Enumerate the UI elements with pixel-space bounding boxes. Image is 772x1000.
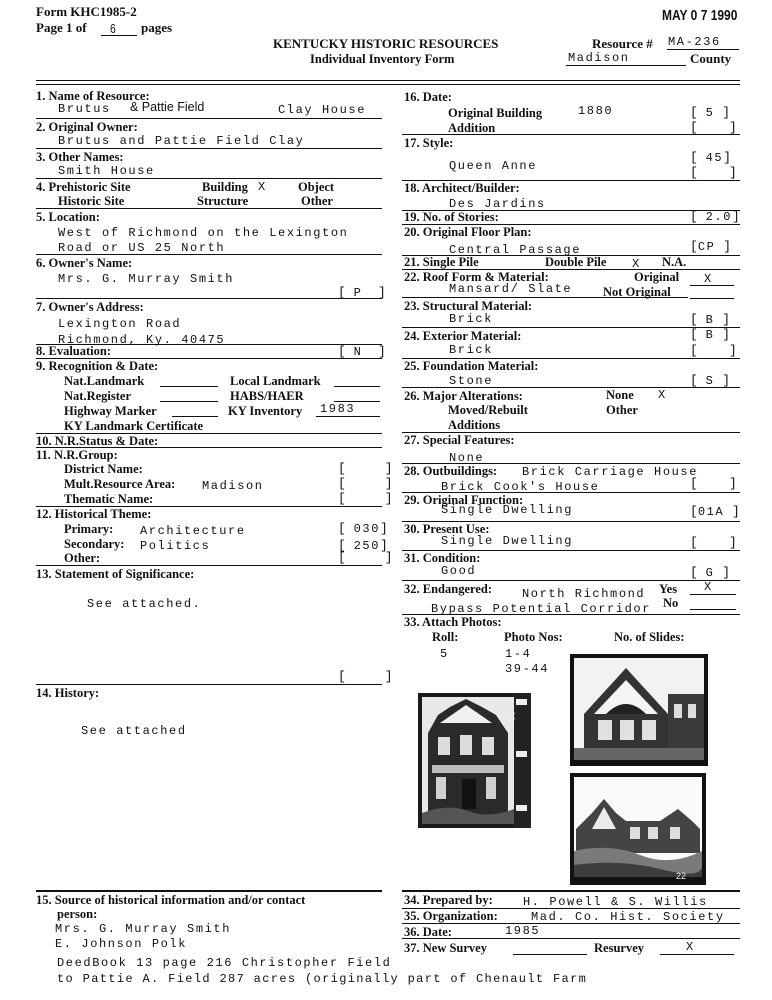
field-12-other: Other: (64, 551, 101, 565)
field-24-code: B (705, 328, 715, 342)
field-12-other-box: [ ] (338, 550, 393, 565)
field-16-addition-box: [ ] (690, 120, 737, 135)
form-subtitle: Individual Inventory Form (310, 52, 455, 66)
field-1-label: 1. Name of Resource: (36, 89, 150, 103)
field-6-label: 6. Owner's Name: (36, 256, 133, 270)
field-2-label: 2. Original Owner: (36, 120, 138, 134)
field-17-code: 45 (705, 151, 724, 165)
field-35-value: Mad. Co. Hist. Society (531, 910, 725, 924)
field-4-building-mark: X (258, 180, 267, 194)
field-21-mark: X (632, 257, 641, 271)
field-9-local-landmark: Local Landmark (230, 374, 321, 388)
field-8-code-box: [ N ] (338, 344, 386, 359)
field-12-primary-box: [ 030] (338, 521, 388, 536)
page-total: 6 (110, 21, 116, 36)
field-28-box: [ ] (690, 476, 737, 491)
field-32-value-2: Bypass Potential Corridor (431, 602, 652, 616)
field-36-label: 36. Date: (404, 925, 452, 939)
field-24-box-2: [ ] (690, 343, 737, 358)
received-stamp: MAY 0 7 1990 (662, 7, 738, 24)
field-26-moved: Moved/Rebuilt (448, 403, 528, 417)
field-17-box: [ 45] (690, 150, 732, 165)
field-21-double: Double Pile (545, 255, 607, 269)
field-33-photos-1: 1-4 (505, 647, 532, 661)
field-27-label: 27. Special Features: (404, 433, 515, 447)
field-11-district: District Name: (64, 462, 143, 476)
field-25-box: [ S ] (690, 373, 731, 388)
field-31-value: Good (441, 564, 477, 578)
field-4-prehistoric: 4. Prehistoric Site (36, 180, 131, 194)
field-6-code-box: [ P ] (338, 285, 386, 300)
field-9-nat-register: Nat.Register (64, 389, 131, 403)
field-10-label: 10. N.R.Status & Date: (36, 434, 159, 448)
field-15-label: 15. Source of historical information and/or contact (36, 893, 306, 907)
field-36-value: 1985 (505, 924, 541, 938)
field-15-line-4: to Pattie A. Field 287 acres (originally part of Chenault Farm (57, 972, 588, 986)
form-number: Form KHC1985-2 (36, 4, 137, 19)
field-13-value: See attached. (87, 597, 202, 611)
field-16-original: Original Building (448, 106, 543, 120)
field-22-original: Original (634, 270, 680, 284)
field-3-value: Smith House (58, 164, 155, 178)
field-16-original-year: 1880 (578, 104, 614, 118)
field-21-na: N.A. (662, 255, 687, 269)
field-33-label: 33. Attach Photos: (404, 615, 502, 629)
field-15-line-1: Mrs. G. Murray Smith (55, 922, 232, 936)
page-prefix: Page 1 of (36, 20, 87, 35)
field-12-secondary-code: 250 (353, 539, 381, 553)
field-16-original-box: [ 5 ] (690, 105, 731, 120)
field-33-photo-nos: Photo Nos: (504, 630, 563, 644)
field-14-value: See attached (81, 724, 187, 738)
field-1-value-hw: & Pattie Field (130, 100, 205, 114)
field-31-label: 31. Condition: (404, 551, 481, 565)
house-photo-gable (570, 654, 708, 766)
field-9-ky-landmark-cert: KY Landmark Certificate (64, 419, 204, 433)
field-5-line-1: West of Richmond on the Lexington (58, 226, 349, 240)
field-26-none-mark: X (658, 388, 667, 402)
field-30-value: Single Dwelling (441, 534, 574, 548)
field-12-primary-value: Architecture (140, 524, 246, 538)
house-photo-roofline (570, 773, 706, 885)
field-26-none: None (606, 388, 634, 402)
field-9-ky-inventory: KY Inventory (228, 404, 303, 418)
field-37-mark: X (686, 940, 695, 954)
field-30-label: 30. Present Use: (404, 522, 490, 536)
field-23-code: B (705, 313, 715, 327)
field-29-code: 01A (697, 505, 725, 519)
field-32-no: No (663, 596, 679, 610)
field-16-addition: Addition (448, 121, 496, 135)
field-13-label: 13. Statement of Significance: (36, 567, 195, 581)
field-24-value: Brick (449, 343, 494, 357)
field-28-label: 28. Outbuildings: (404, 464, 498, 478)
field-11-label: 11. N.R.Group: (36, 448, 118, 462)
photo-3-number: 22 (676, 871, 687, 881)
field-26-label: 26. Major Alterations: (404, 389, 523, 403)
field-24-label: 24. Exterior Material: (404, 329, 522, 343)
field-29-value: Single Dwelling (441, 503, 574, 517)
form-title: KENTUCKY HISTORIC RESOURCES (273, 36, 499, 51)
field-31-code: G (705, 566, 715, 580)
field-18-label: 18. Architect/Builder: (404, 181, 520, 195)
field-3-label: 3. Other Names: (36, 150, 124, 164)
field-4-object: Object (298, 180, 335, 194)
field-9-nat-landmark: Nat.Landmark (64, 374, 145, 388)
page-suffix: pages (141, 20, 173, 35)
field-19-box: [ 2.0] (690, 209, 740, 224)
field-25-code: S (705, 374, 715, 388)
field-23-value: Brick (449, 312, 494, 326)
field-18-value: Des Jardins (449, 197, 546, 211)
field-1-value-b: Clay House (278, 103, 367, 117)
field-35-label: 35. Organization: (404, 909, 498, 923)
field-19-label: 19. No. of Stories: (404, 210, 499, 224)
field-12-secondary-box: [ 250] (338, 538, 388, 553)
field-9-highway-marker: Highway Marker (64, 404, 157, 418)
field-28-value-2: Brick Cook's House (441, 480, 600, 494)
field-4-structure: Structure (197, 194, 249, 208)
field-24-box: [ B ] (690, 327, 731, 342)
field-33-photos-2: 39-44 (505, 662, 550, 676)
field-37-label: 37. New Survey (404, 941, 487, 955)
field-20-label: 20. Original Floor Plan: (404, 225, 532, 239)
field-17-label: 17. Style: (404, 136, 454, 150)
field-22-not-original: Not Original (603, 285, 671, 299)
field-26-additions: Additions (448, 418, 501, 432)
field-32-label: 32. Endangered: (404, 582, 492, 596)
field-20-code: CP (697, 240, 716, 254)
field-33-slides: No. of Slides: (614, 630, 685, 644)
field-27-value: None (449, 451, 485, 465)
house-photo-front (418, 693, 531, 828)
field-7-line-1: Lexington Road (58, 317, 182, 331)
photo-1-number: 23 (506, 711, 516, 722)
field-23-box: [ B ] (690, 312, 731, 327)
field-1-value-a: Brutus (58, 102, 111, 116)
field-17-box-2: [ ] (690, 165, 737, 180)
field-2-value: Brutus and Pattie Field Clay (58, 134, 305, 148)
field-32-yes: Yes (659, 582, 678, 596)
field-13-box: [ ] (338, 669, 393, 684)
field-11-thematic-box: [ ] (338, 491, 393, 506)
field-12-primary-code: 030 (353, 522, 381, 536)
field-23-label: 23. Structural Material: (404, 299, 533, 313)
field-12-secondary-value: Politics (140, 539, 211, 553)
field-16-label: 16. Date: (404, 90, 452, 104)
field-7-label: 7. Owner's Address: (36, 300, 144, 314)
field-25-value: Stone (449, 374, 494, 388)
field-6-code: P (353, 286, 363, 300)
county-label: County (690, 51, 732, 66)
field-9-ky-inventory-year: 1983 (320, 402, 356, 416)
field-17-value: Queen Anne (449, 159, 538, 173)
field-29-box: [01A ] (690, 504, 740, 519)
field-33-roll-value: 5 (440, 647, 449, 661)
field-5-label: 5. Location: (36, 210, 100, 224)
county-value: Madison (568, 51, 630, 65)
field-37-resurvey: Resurvey (594, 941, 644, 955)
field-21-single: 21. Single Pile (404, 255, 479, 269)
field-11-mult: Mult.Resource Area: (64, 477, 176, 491)
field-15-label-2: person: (57, 907, 98, 921)
field-11-thematic: Thematic Name: (64, 492, 154, 506)
field-22-label: 22. Roof Form & Material: (404, 270, 549, 284)
field-4-building: Building (202, 180, 248, 194)
field-6-value: Mrs. G. Murray Smith (58, 272, 235, 286)
field-15-line-2: E. Johnson Polk (55, 937, 188, 951)
field-9-label: 9. Recognition & Date: (36, 359, 159, 373)
field-5-line-2: Road or US 25 North (58, 241, 226, 255)
resource-number: MA-236 (668, 35, 721, 49)
field-30-box: [ ] (690, 535, 737, 550)
field-7-line-2: Richmond, Ky. 40475 (58, 333, 226, 347)
field-11-district-box: [ ] (338, 461, 393, 476)
field-4-other: Other (301, 194, 333, 208)
field-4-historic: Historic Site (58, 194, 125, 208)
field-33-roll: Roll: (432, 630, 459, 644)
field-19-code: 2.0 (705, 210, 733, 224)
field-34-value: H. Powell & S. Willis (523, 895, 708, 909)
field-32-value-1: North Richmond (522, 587, 646, 601)
field-12-primary: Primary: (64, 522, 114, 536)
field-25-label: 25. Foundation Material: (404, 359, 539, 373)
field-26-other: Other (606, 403, 638, 417)
field-22-value: Mansard/ Slate (449, 282, 573, 296)
field-22-original-mark: X (704, 272, 713, 286)
field-8-code: N (353, 345, 363, 359)
field-12-secondary: Secondary: (64, 537, 125, 551)
field-20-box: [CP ] (690, 239, 732, 254)
field-20-value: Central Passage (449, 243, 582, 257)
field-28-value-1: Brick Carriage House (522, 465, 699, 479)
field-11-mult-box: [ ] (338, 476, 393, 491)
field-29-label: 29. Original Function: (404, 493, 524, 507)
field-16-original-code: 5 (705, 106, 715, 120)
field-14-label: 14. History: (36, 686, 100, 700)
field-12-label: 12. Historical Theme: (36, 507, 152, 521)
field-9-habs-haer: HABS/HAER (230, 389, 304, 403)
field-11-mult-value: Madison (202, 479, 264, 493)
resource-label: Resource # (592, 36, 653, 51)
field-15-line-3: DeedBook 13 page 216 Christopher Field (57, 956, 392, 970)
field-32-yes-mark: X (704, 580, 713, 594)
field-31-box: [ G ] (690, 565, 731, 580)
field-34-label: 34. Prepared by: (404, 893, 493, 907)
field-8-label: 8. Evaluation: (36, 344, 112, 358)
